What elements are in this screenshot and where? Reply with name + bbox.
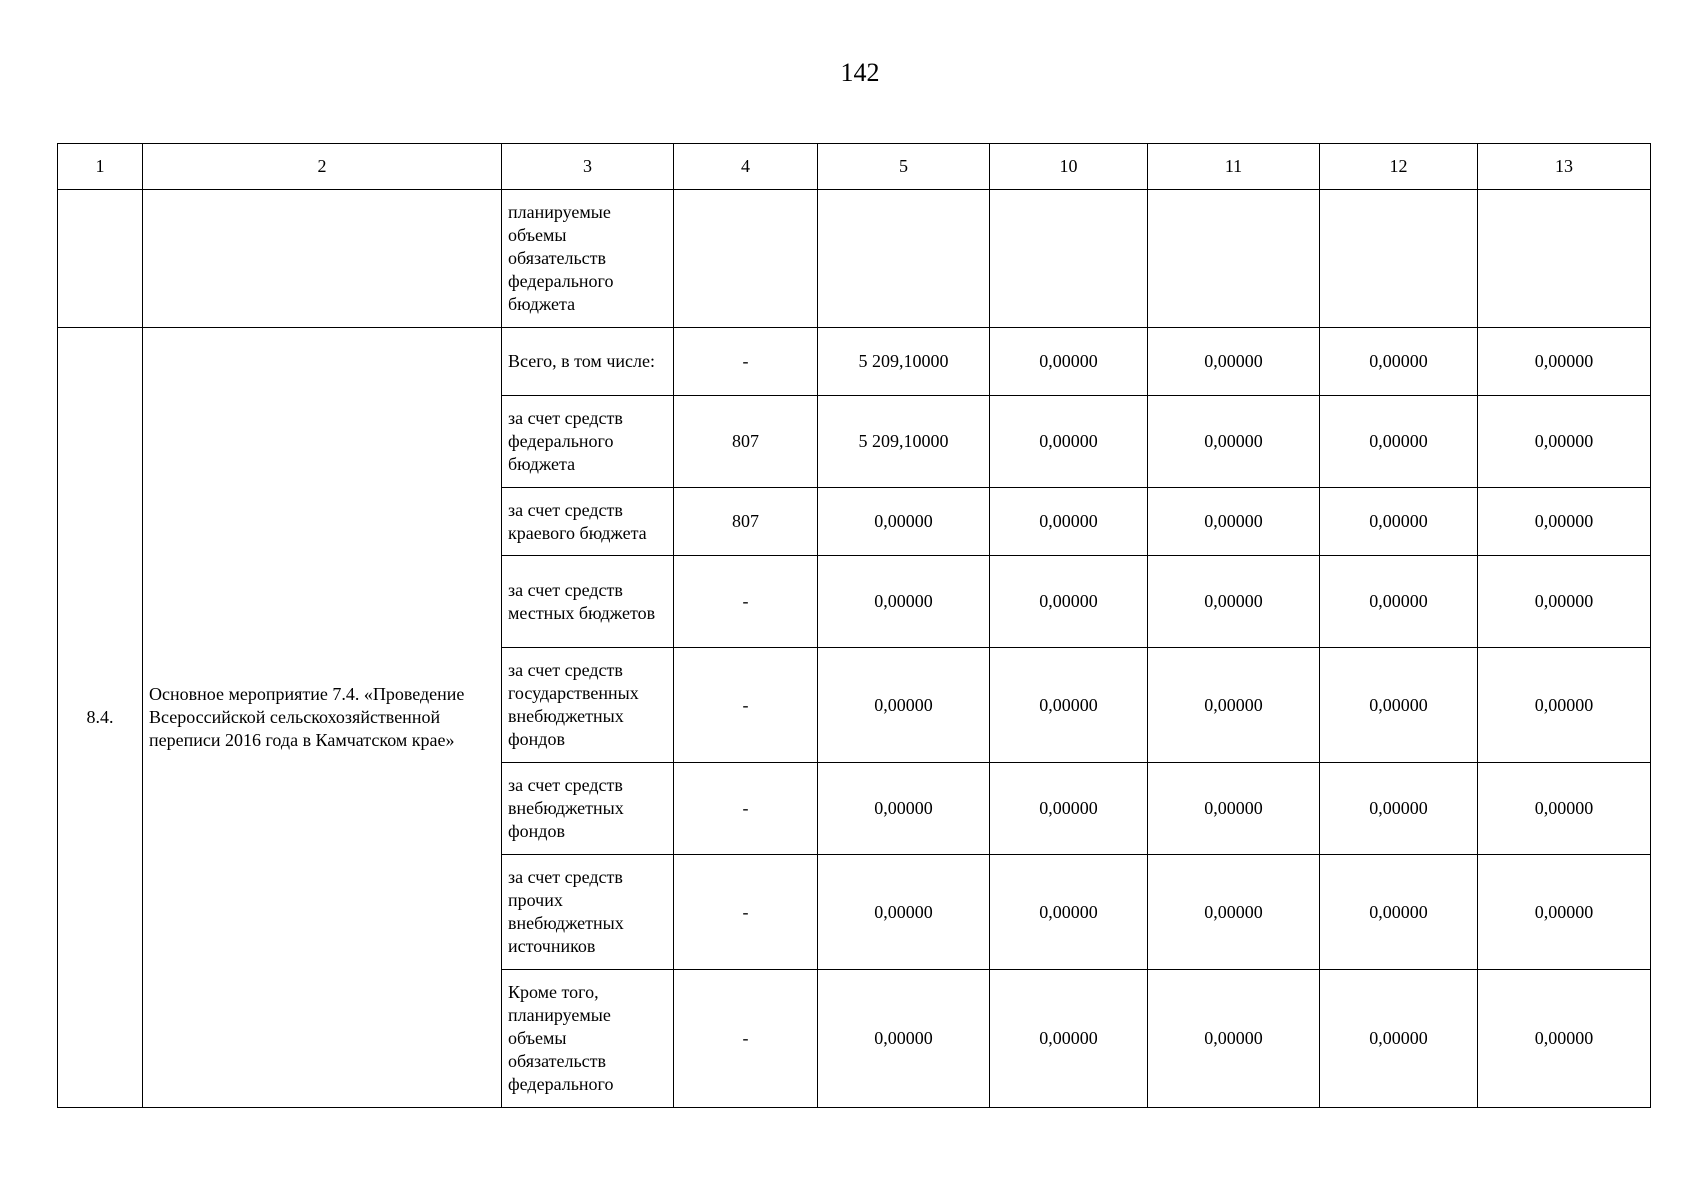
row-code: - [674,763,818,855]
row-value: 0,00000 [1148,488,1320,556]
column-header: 4 [674,144,818,190]
row-value: 0,00000 [1478,648,1651,763]
row-value: 0,00000 [818,556,990,648]
column-header: 2 [143,144,502,190]
row-value: 0,00000 [990,763,1148,855]
row-value: 0,00000 [1148,396,1320,488]
row-value: 0,00000 [1320,556,1478,648]
empty-cell [990,190,1148,328]
row-label: планируемые объемы обязательств федерального бюджета [502,190,674,328]
row-value: 0,00000 [1148,855,1320,970]
row-value: 0,00000 [818,488,990,556]
row-value: 0,00000 [1320,328,1478,396]
row-value: 0,00000 [1320,488,1478,556]
header-row [58,144,1651,190]
row-value: 0,00000 [1478,970,1651,1108]
row-value: 0,00000 [990,488,1148,556]
column-header: 1 [58,144,143,190]
empty-cell [143,190,502,328]
column-header: 10 [990,144,1148,190]
table-row [58,328,1651,396]
row-value: 5 209,10000 [818,328,990,396]
row-code: 807 [674,488,818,556]
row-value: 0,00000 [1320,970,1478,1108]
row-label: за счет средств местных бюджетов [502,556,674,648]
empty-cell [1320,190,1478,328]
row-code: - [674,648,818,763]
row-value: 0,00000 [1478,488,1651,556]
row-value: 0,00000 [1148,648,1320,763]
row-value: 0,00000 [818,970,990,1108]
row-value: 0,00000 [1478,855,1651,970]
empty-cell [674,190,818,328]
row-value: 0,00000 [818,855,990,970]
row-value: 0,00000 [1148,556,1320,648]
column-header: 13 [1478,144,1651,190]
row-value: 0,00000 [1148,328,1320,396]
row-code: - [674,855,818,970]
row-value: 0,00000 [1478,396,1651,488]
row-value: 5 209,10000 [818,396,990,488]
row-value: 0,00000 [1148,970,1320,1108]
row-code: - [674,328,818,396]
row-label: за счет средств внебюджетных фондов [502,763,674,855]
page-number: 142 [840,58,880,87]
row-label: Кроме того, планируемые объемы обязательств федерального [502,970,674,1108]
row-value: 0,00000 [990,970,1148,1108]
column-header: 11 [1148,144,1320,190]
column-header: 3 [502,144,674,190]
row-value: 0,00000 [1478,556,1651,648]
row-value: 0,00000 [1478,763,1651,855]
row-code: - [674,970,818,1108]
row-value: 0,00000 [1148,763,1320,855]
budget-table [57,143,1651,1108]
row-label: за счет средств федерального бюджета [502,396,674,488]
row-value: 0,00000 [1320,763,1478,855]
empty-cell [1478,190,1651,328]
row-value: 0,00000 [818,648,990,763]
empty-cell [1148,190,1320,328]
row-label: Всего, в том числе: [502,328,674,396]
empty-cell [818,190,990,328]
row-code: - [674,556,818,648]
row-value: 0,00000 [990,328,1148,396]
continuation-row [58,190,1651,328]
row-value: 0,00000 [1320,396,1478,488]
row-value: 0,00000 [990,648,1148,763]
row-label: за счет средств государственных внебюджетных фондов [502,648,674,763]
row-label: за счет средств прочих внебюджетных источников [502,855,674,970]
column-header: 5 [818,144,990,190]
row-code: 807 [674,396,818,488]
row-value: 0,00000 [990,396,1148,488]
row-value: 0,00000 [1478,328,1651,396]
group-title: Основное мероприятие 7.4. «Проведение Всероссийской сельскохозяйственной переписи 2016 года в Камчатском крае» [143,328,502,1108]
row-value: 0,00000 [990,855,1148,970]
row-value: 0,00000 [1320,855,1478,970]
row-value: 0,00000 [990,556,1148,648]
column-header: 12 [1320,144,1478,190]
row-value: 0,00000 [1320,648,1478,763]
row-label: за счет средств краевого бюджета [502,488,674,556]
row-value: 0,00000 [818,763,990,855]
group-number: 8.4. [58,328,143,1108]
empty-cell [58,190,143,328]
